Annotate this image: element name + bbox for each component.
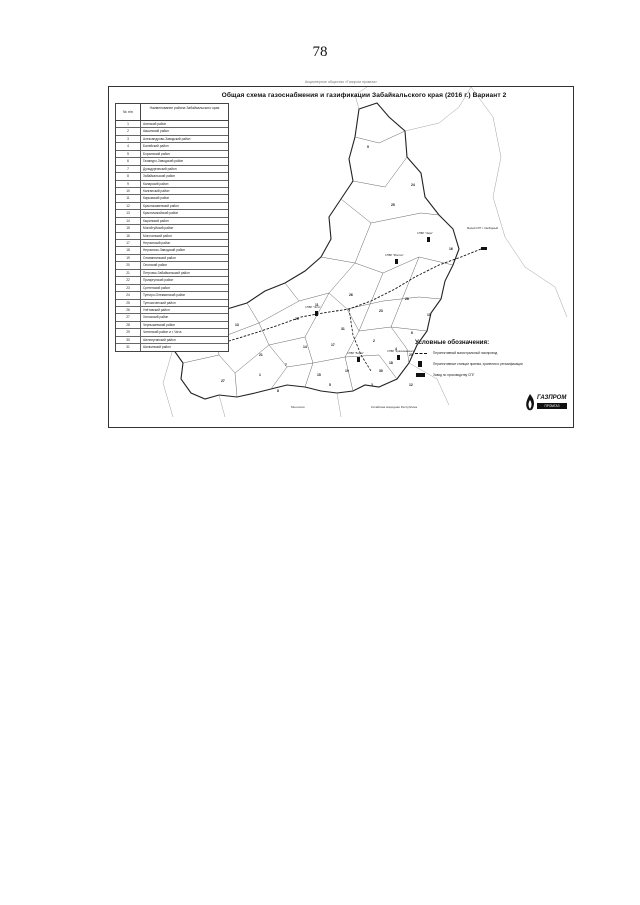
legend-row-number: 3	[116, 136, 141, 142]
legend-row-name: Ононский район	[143, 263, 168, 268]
station-label: СПБР "Чита"	[305, 306, 321, 309]
legend-row	[116, 270, 228, 277]
conventions-title: Условные обозначения:	[415, 339, 490, 346]
legend-col-name: Наименование района Забайкальского края	[149, 106, 220, 110]
legend-row	[116, 136, 228, 143]
legend-row	[116, 307, 228, 314]
flame-icon	[523, 393, 537, 413]
china-label: Китайская Народная Республика	[371, 405, 418, 409]
legend-row	[116, 188, 228, 195]
legend-row-name: Приаргунский район	[143, 278, 174, 283]
district-number: 10	[427, 313, 431, 317]
legend-row-number: 7	[116, 166, 141, 172]
legend-row-number: 18	[116, 247, 141, 253]
district-number: 12	[409, 383, 413, 387]
legend-row-name: Хилокский район	[143, 315, 169, 320]
gazprom-logo	[523, 391, 569, 413]
legend-row-name: Могочинский район	[143, 233, 172, 238]
lng-plant-marker	[481, 247, 487, 250]
legend-row	[116, 233, 228, 240]
legend-row	[116, 158, 228, 165]
station-marker	[357, 357, 360, 362]
station-marker	[427, 237, 430, 242]
legend-row	[116, 255, 228, 262]
legend-row-name: Чернышевский район	[143, 322, 176, 327]
legend-row-name: Нерчинско-Заводский район	[143, 248, 186, 253]
legend-row-number: 31	[116, 344, 141, 350]
legend-row	[116, 203, 228, 210]
legend-row-name: Балейский район	[143, 144, 169, 149]
district-number: 27	[221, 379, 225, 383]
district-number: 31	[341, 327, 345, 331]
legend-row	[116, 195, 228, 202]
legend-row-number: 10	[116, 188, 141, 194]
district-number: 15	[317, 373, 321, 377]
district-number: 25	[391, 203, 395, 207]
district-number: 11	[315, 303, 319, 307]
legend-row-number: 14	[116, 218, 141, 224]
legend-row-name: Шилкинский район	[143, 345, 171, 350]
legend-row	[116, 166, 228, 173]
legend-row-name: Борзинский район	[143, 151, 170, 156]
station-label: СПБР "Краснокаменск"	[387, 350, 416, 353]
legend-row	[116, 128, 228, 135]
legend-row-name: Оловяннинский район	[143, 255, 176, 260]
legend-row-name: Красночикойский район	[143, 211, 179, 216]
district-number: 30	[379, 369, 383, 373]
legend-row-number: 15	[116, 225, 141, 231]
legend-row	[116, 322, 228, 329]
figure-subtitle: Акционерное общество «Газпром промгаз»	[304, 80, 378, 84]
legend-row-number: 8	[116, 173, 141, 179]
legend-row-number: 9	[116, 181, 141, 187]
legend-row-number: 17	[116, 240, 141, 246]
legend-row	[116, 173, 228, 180]
pipeline-route	[203, 249, 481, 347]
station-marker	[395, 259, 398, 264]
station-label: СПБР "Могоча"	[385, 254, 404, 257]
legend-row-number: 28	[116, 322, 141, 328]
legend-row-name: Акшинский район	[143, 129, 169, 134]
mongolia-label: Монголия	[291, 405, 305, 409]
legend-row	[116, 151, 228, 158]
legend-row-name: Газимуро-Заводский район	[143, 159, 184, 164]
district-number: 4	[395, 347, 397, 351]
station-label: СПБР "Борзя"	[347, 352, 364, 355]
legend-row-number: 12	[116, 203, 141, 209]
legend-row-number: 27	[116, 314, 141, 320]
legend-row	[116, 240, 228, 247]
legend-row-name: Александрово-Заводский район	[143, 136, 191, 141]
legend-row-name: Кыринский район	[143, 218, 169, 223]
conventions-block	[415, 339, 565, 379]
district-number: 21	[259, 353, 263, 357]
district-number: 9	[367, 145, 369, 149]
district-number: 5	[329, 383, 331, 387]
legend-rows	[116, 121, 228, 351]
convention-pipeline: Перспективный магистральный газопровод	[415, 349, 565, 357]
legend-row	[116, 262, 228, 269]
legend-row	[116, 314, 228, 321]
legend-row-name: Калганский район	[143, 188, 170, 193]
legend-row-name: Тунгиро-Олекминский район	[143, 293, 186, 298]
legend-col-number: № п/п	[116, 104, 141, 120]
map-frame	[108, 86, 574, 428]
map-figure	[108, 80, 574, 428]
legend-row	[116, 210, 228, 217]
legend-row-number: 6	[116, 158, 141, 164]
district-number: 23	[379, 309, 383, 313]
district-number: 19	[345, 369, 349, 373]
legend-row-number: 29	[116, 329, 141, 335]
plant-icon	[416, 373, 425, 377]
district-number: 18	[389, 361, 393, 365]
legend-row-name: Каларский район	[143, 181, 169, 186]
district-number: 8	[277, 389, 279, 393]
district-number: 2	[373, 339, 375, 343]
legend-row	[116, 344, 228, 350]
district-number: 26	[349, 293, 353, 297]
legend-row	[116, 218, 228, 225]
legend-row-number: 19	[116, 255, 141, 261]
district-number: 6	[411, 331, 413, 335]
legend-row-number: 23	[116, 285, 141, 291]
legend-row-number: 25	[116, 300, 141, 306]
logo-sub: ПРОМГАЗ	[537, 403, 567, 409]
legend-row-number: 2	[116, 128, 141, 134]
legend-row-name: Улётовский район	[143, 307, 170, 312]
legend-row-name: Забайкальский район	[143, 174, 176, 179]
legend-row-name: Тунгокоченский район	[143, 300, 176, 305]
legend-row-number: 30	[116, 337, 141, 343]
district-number: 24	[411, 183, 415, 187]
district-number: 17	[331, 343, 335, 347]
district-number: 20	[409, 353, 413, 357]
legend-row-number: 22	[116, 277, 141, 283]
district-number: 3	[371, 383, 373, 387]
convention-plant: Завод по производству СПГ	[415, 371, 565, 379]
district-number: 1	[259, 373, 261, 377]
legend-row-number: 1	[116, 121, 141, 127]
legend-row-name: Нерчинский район	[143, 241, 171, 245]
legend-row-name: Карымский район	[143, 196, 170, 201]
legend-row-name: Сретенский район	[143, 285, 170, 290]
legend-row	[116, 225, 228, 232]
station-marker	[315, 311, 318, 316]
legend-row-name: Читинский район и г. Чита	[143, 330, 182, 335]
dashed-line-icon	[415, 353, 427, 354]
lng-plant-label: Малый СПГ г. Свободный	[467, 227, 498, 230]
legend-row	[116, 329, 228, 336]
legend-row-number: 4	[116, 143, 141, 149]
legend-row-number: 24	[116, 292, 141, 298]
district-legend-table	[115, 103, 229, 352]
legend-row-number: 5	[116, 151, 141, 157]
logo-name: ГАЗПРОМ	[537, 395, 567, 401]
legend-row-number: 21	[116, 270, 141, 276]
legend-row-name: Краснокаменский район	[143, 203, 179, 208]
legend-row-name: Могойтуйский район	[143, 226, 174, 231]
district-number: 13	[235, 323, 239, 327]
legend-row	[116, 337, 228, 344]
legend-row-name: Петровск-Забайкальский район	[143, 270, 190, 275]
station-marker	[397, 355, 400, 360]
legend-row-name: Агинский район	[143, 122, 167, 126]
legend-row	[116, 121, 228, 128]
legend-row	[116, 181, 228, 188]
convention-station: Перспективные станции приема, хранения и регазификации	[415, 360, 565, 368]
legend-row-number: 13	[116, 210, 141, 216]
district-number: 28	[405, 297, 409, 301]
legend-row-name: Дульдургинский район	[143, 166, 177, 171]
district-number: 29	[295, 317, 299, 321]
legend-row-number: 20	[116, 262, 141, 268]
legend-row	[116, 277, 228, 284]
legend-row	[116, 285, 228, 292]
legend-row	[116, 143, 228, 150]
legend-row-number: 16	[116, 233, 141, 239]
station-icon	[418, 361, 422, 367]
district-number: 16	[449, 247, 453, 251]
legend-row	[116, 300, 228, 307]
legend-header	[116, 104, 228, 121]
legend-row	[116, 292, 228, 299]
station-label: СПБР "Чара"	[417, 232, 433, 235]
legend-row-number: 26	[116, 307, 141, 313]
legend-row-number: 11	[116, 195, 141, 201]
page-number: 78	[312, 44, 328, 60]
legend-row	[116, 247, 228, 254]
district-number: 7	[285, 363, 287, 367]
district-number: 14	[303, 345, 307, 349]
map-title: Общая схема газоснабжения и газификации Забайкальского края (2016 г.) Вариант 2	[221, 92, 507, 99]
legend-row-name: Шелопугинский район	[143, 337, 176, 342]
